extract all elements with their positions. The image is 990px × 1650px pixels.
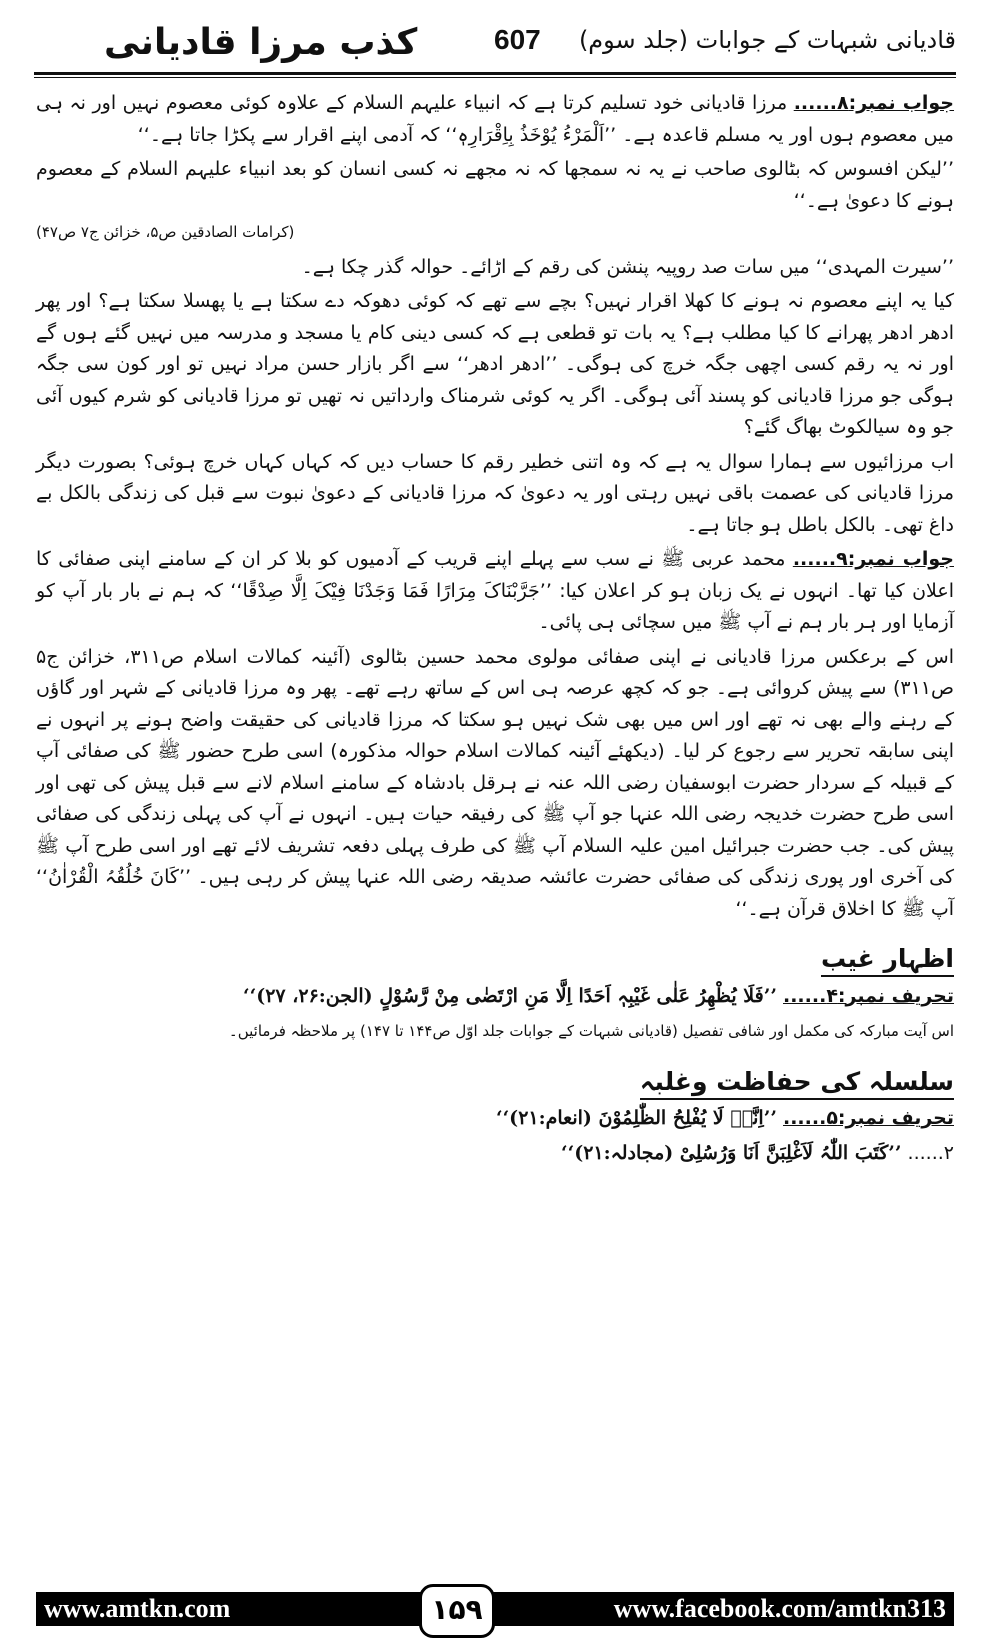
page-header [34, 18, 956, 70]
main-text [36, 88, 954, 1172]
section-heading-izhar [36, 943, 954, 975]
paragraph [36, 642, 954, 926]
running-head: قادیانی شبہات کے جوابات (جلد سوم) [578, 26, 956, 54]
paragraph-text: کیا یہ اپنے معصوم نہ ہونے کا کھلا اقرار نہیں؟ بچے سے تھے کہ کوئی دھوکہ دے سکتا ہے یا پھسلا سکتا ہے؟ اور پھر ادھر ادھر پھرانے کا کیا مطلب ہے؟ یہ بات تو قطعی ہے کہ کسی دینی کام یا مسجد و مدرسہ میں نہیں گئے ہوں گے اور نہ یہ رقم کسی اچھی جگہ خرچ کی ہوگی۔ ’’ادھر ادھر‘‘ سے اگر بازار حسن مراد نہیں تو اور کون سی جگہ ہوگی جو مرزا قادیانی کو پسند آئی ہوگی۔ اگر یہ کوئی شرمناک وارداتیں نہ تھیں تو مرزا قادیانی کو شرم کیوں آئی جو وہ سیالکوٹ بھاگ گئے؟ [36, 290, 954, 438]
verse: ’’کَتَبَ اللّٰہُ لَاَغْلِبَنَّ اَنَا وَرُسُلِیْ (مجادلہ:۲۱)‘‘ [560, 1141, 902, 1164]
header-rule [34, 72, 956, 75]
tahreef-4 [36, 981, 954, 1013]
paragraph-text: اب مرزائیوں سے ہمارا سوال یہ ہے کہ وہ اتنی خطیر رقم کا حساب دیں کہ کہاں کہاں خرچ ہوئی؟ بصورت دیگر مرزا قادیانی کی عصمت باقی نہیں رہتی اور یہ دعویٰ کہ مرزا قادیانی کے دعویٰ نبوت سے قبل کی زندگی بالکل بے داغ تھی۔ بالکل باطل ہو جاتا ہے۔ [36, 450, 954, 536]
page-number-bottom: ۱۵۹ [419, 1584, 495, 1638]
header-rule-thin [34, 77, 956, 78]
book-title: کذب مرزا قادیانی [104, 22, 418, 63]
tahreef-5 [36, 1103, 954, 1135]
answer-label: جواب نمبر:۹...... [792, 548, 954, 570]
paragraph [36, 447, 954, 542]
verse: ’’فَلَا یُظْھِرُ عَلٰی غَیْبِہٖ اَحَدًا اِلَّا مَنِ ارْتَضٰی مِنْ رَّسُوْلٍ (الجن:۲۶، ۲۷)‘‘ [242, 984, 777, 1007]
heading-text: اظہار غیب [821, 944, 954, 977]
tahreef-label: تحریف نمبر:۵...... [783, 1107, 954, 1129]
paragraph-text: اس کے برعکس مرزا قادیانی نے اپنی صفائی مولوی محمد حسین بٹالوی (آئینہ کمالات اسلام ص۳۱۱، خزائن ج۵ ص۳۱۱) سے پیش کروائی ہے۔ جو کہ کچھ عرصہ ہی اس کے ساتھ رہے تھے۔ پھر وہ مرزا قادیانی کے شہر اور گاؤں کے رہنے والے بھی نہ تھے اور اس میں بھی شک نہیں ہو سکتا کہ مرزا قادیانی کی حقیقت واضح ہونے پر انہوں نے اپنی سابقہ تحریر سے رجوع کر لیا۔ (دیکھئے آئینہ کمالات اسلام حوالہ مذکورہ) اسی طرح حضور ﷺ کی صفائی آپ کے قبیلہ کے سردار حضرت ابوسفیان رضی اللہ عنہ نے ہرقل بادشاہ کے سامنے اسلام لانے سے قبل پیش کی تھی اور اسی طرح حضرت خدیجہ رضی اللہ عنہا جو آپ ﷺ کی رفیقہ حیات ہیں۔ انہوں نے آپ کی پہلی زندگی کی صفائی پیش کی۔ جب حضرت جبرائیل امین علیہ السلام آپ ﷺ کی طرف پہلی دفعہ تشریف لائے تھے اور اسی طرح آپ ﷺ کی آخری اور پوری زندگی کی صفائی حضرت عائشہ صدیقہ رضی اللہ عنہا پیش کر رہی ہیں۔ ’’کَانَ خُلُقُہُ الْقُرْاٰنُ‘‘ آپ ﷺ کا اخلاق قرآن ہے۔‘‘ [36, 645, 954, 920]
answer-label: جواب نمبر:۸...... [793, 92, 955, 114]
paragraph-answer-8 [36, 88, 954, 151]
paragraph-text: ’’سیرت المہدی‘‘ میں سات صد روپیہ پنشن کی رقم کے اڑائے۔ حوالہ گذر چکا ہے۔ [301, 255, 954, 278]
section-heading-silsila [36, 1066, 954, 1098]
paragraph-answer-9 [36, 544, 954, 639]
note-text: اس آیت مبارکہ کی مکمل اور شافی تفصیل (قادیانی شبہات کے جوابات جلد اوّل ص۱۴۴ تا ۱۴۷) پر ملاحظہ فرمائیں۔ [228, 1022, 954, 1040]
verse: ’’اِنَّہٗ لَا یُفْلِحُ الظّٰلِمُوْنَ (انعام:۲۱)‘‘ [495, 1107, 777, 1129]
paragraph-text: محمد عربی ﷺ نے سب سے پہلے اپنے قریب کے آدمیوں کو بلا کر ان کے سامنے اپنی صفائی کا اعلان کیا تھا۔ انہوں نے یک زبان ہو کر اعلان کیا: ’’جَرَّبْنَاکَ مِرَارًا فَمَا وَجَدْنَا فِیْکَ اِلَّا صِدْقًا‘‘ کہ ہم نے بار بار آپ کو آزمایا اور ہر بار ہم نے آپ ﷺ میں سچائی ہی پائی۔ [36, 548, 954, 633]
paragraph-text: ’’لیکن افسوس کہ بٹالوی صاحب نے یہ نہ سمجھا کہ نہ مجھے نہ کسی انسان کو بعد انبیاء علیہم السلام کے معصوم ہونے کا دعویٰ ہے۔‘‘ [36, 158, 954, 212]
tahreef-5-item-2 [36, 1138, 954, 1170]
note [36, 1015, 954, 1048]
facebook-link[interactable]: www.facebook.com/amtkn313 [613, 1594, 946, 1623]
tahreef-label: تحریف نمبر:۴...... [783, 984, 954, 1007]
reference: (کرامات الصادقین ص۵، خزائن ج۷ ص۴۷) [36, 223, 295, 241]
paragraph-text: مرزا قادیانی خود تسلیم کرتا ہے کہ انبیاء علیہم السلام کے علاوہ کوئی معصوم نہیں اور نہ ہی میں معصوم ہوں اور یہ مسلم قاعدہ ہے۔ ’’اَلْمَرْءُ یُوْخَذُ بِاِقْرَارِہٖ‘‘ کہ آدمی اپنے اقرار سے پکڑا جاتا ہے۔‘‘ [36, 92, 954, 146]
item-label: ۲...... [907, 1141, 954, 1164]
paragraph [36, 252, 954, 284]
footer-band [36, 1592, 954, 1626]
heading-text: سلسلہ کی حفاظت وغلبہ [640, 1067, 954, 1100]
paragraph [36, 286, 954, 444]
paragraph-quote [36, 154, 954, 249]
page-number-top: 607 [494, 24, 541, 55]
website-link[interactable]: www.amtkn.com [44, 1594, 231, 1623]
